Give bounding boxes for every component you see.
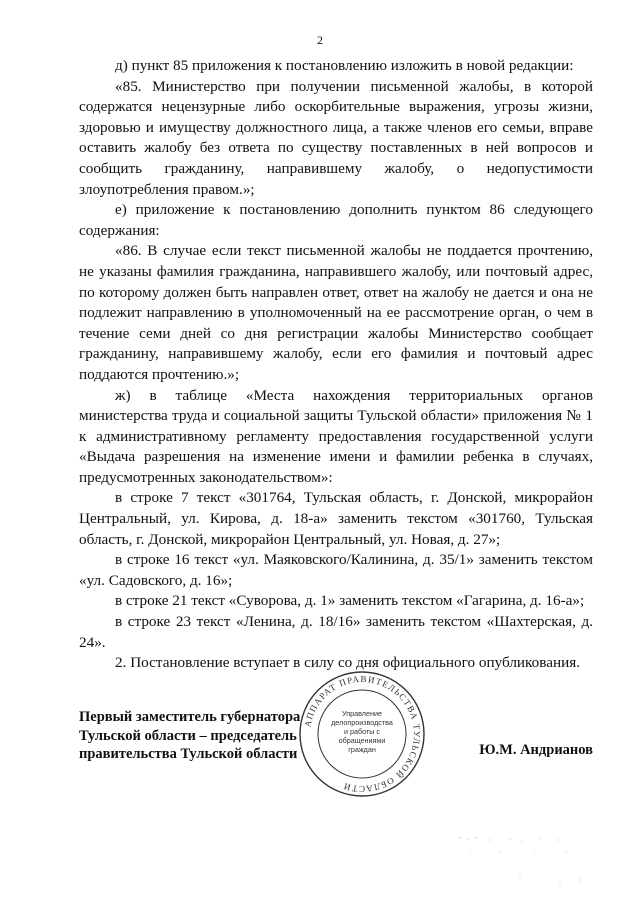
paragraph-86: «86. В случае если текст письменной жалобы не поддается прочтению, не указаны фамилия гражданина, направившего жалобу, или почтовый адрес, по которому должен быть направлен ответ, ответ на жалобу не дается и она не подлежит направлению в уполномоченный на ее рассмотрение орган, о чем в течение семи дней со дня регистрации жалобы Министерство сообщает гражданину, направившему жалобу, если его фамилия и почтовый адрес поддаются прочтению.»; bbox=[79, 242, 593, 383]
paragraph-row-21: в строке 21 текст «Суворова, д. 1» заменить текстом «Гагарина, д. 16-а»; bbox=[115, 592, 585, 610]
stamp-center-line: Управление bbox=[342, 709, 382, 718]
stamp-ring-text: АППАРАТ ПРАВИТЕЛЬСТВА ТУЛЬСКОЙ ОБЛАСТИ bbox=[302, 673, 423, 795]
signatory-name: Ю.М. Андрианов bbox=[479, 742, 593, 758]
signatory-title-line-1: Первый заместитель губернатора bbox=[79, 709, 301, 725]
paragraph-row-16: в строке 16 текст «ул. Маяковского/Калинина, д. 35/1» заменить текстом «ул. Садовского, д. 16»; bbox=[79, 551, 593, 589]
paragraph-row-23: в строке 23 текст «Ленина, д. 18/16» заменить текстом «Шахтерская, д. 24». bbox=[79, 613, 593, 651]
signatory-title-line-3: правительства Тульской области bbox=[79, 746, 298, 762]
stamp-center-text bbox=[331, 709, 393, 754]
stamp-center-line: обращениями bbox=[338, 736, 386, 745]
page-number: 2 bbox=[317, 33, 323, 47]
paragraph-e: е) приложение к постановлению дополнить пунктом 86 следующего содержания: bbox=[79, 201, 593, 239]
paragraph-row-7: в строке 7 текст «301764, Тульская область, г. Донской, микрорайон Центральный, ул. Кирова, д. 18-а» заменить текстом «301760, Тульская область, г. Донской, микрорайон Центральный, ул. Новая, д. 27»; bbox=[79, 489, 593, 548]
paragraph-85: «85. Министерство при получении письменной жалобы, в которой содержатся нецензурные либо оскорбительные выражения, угрозы жизни, здоровью и имуществу должностного лица, а также членов его семьи, вправе оставить жалобу без ответа по существу поставленных в ней вопросов и сообщить гражданину, направившему жалобу, о недопустимости злоупотребления правом.»; bbox=[79, 77, 593, 198]
official-stamp bbox=[297, 669, 427, 799]
paragraph-d: д) пункт 85 приложения к постановлению изложить в новой редакции: bbox=[115, 57, 574, 74]
stamp-center-line: и работы с bbox=[343, 727, 381, 736]
paragraph-effective: 2. Постановление вступает в силу со дня официального опубликования. bbox=[115, 654, 580, 672]
stamp-center-line: граждан bbox=[348, 745, 376, 754]
signatory-title-line-2: Тульской области – председатель bbox=[79, 727, 297, 744]
paragraph-zh: ж) в таблице «Места нахождения территориальных органов министерства труда и социальной защиты Тульской области» приложения № 1 к административному регламенту предоставления государственной услуги «Выдача разрешения на изменение имени и фамилии ребенка в случаях, предусмотренных законодательством»: bbox=[79, 386, 593, 486]
stamp-center-line: делопроизводства bbox=[331, 718, 393, 727]
document-body bbox=[79, 56, 593, 674]
scan-noise bbox=[440, 830, 590, 890]
